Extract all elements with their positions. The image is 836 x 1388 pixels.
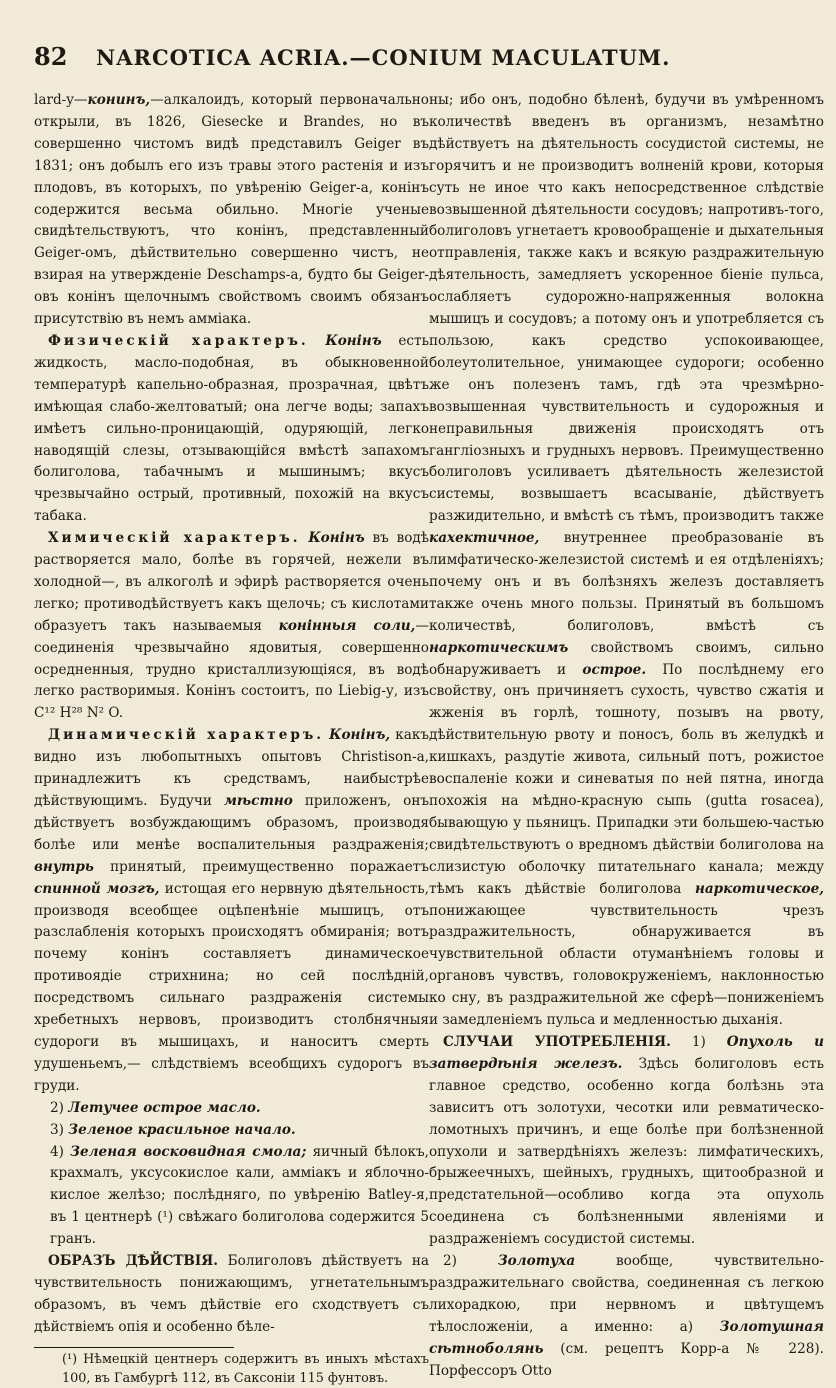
case-scrofula: 2) Золотуха вообще, чувствительно-раздражительнаго свойства, соединенная съ легкою лихорадкою, при нервномъ и цвѣтущемъ тѣлосложеніи, а именно: а) Золотушная сѣтноболянь (см. рецептъ Корр-а № 228). Порфессоръ Otto [429, 1253, 824, 1379]
mode-of-action: ОБРАЗЪ ДѢЙСТВІЯ. Болиголовъ дѣйствуетъ на чувствительность понижающимъ, угнетательнымъ образомъ, въ чемъ дѣйствіе его сходствуетъ съ дѣйствіемъ опія и особенно бѣле- [34, 1253, 429, 1335]
dynamic-character: Динамическій характеръ. Конінъ, какъ видно изъ любопытныхъ опытовъ Christison-а, принадлежитъ къ средствамъ, наибыстрѣе дѣйствующимъ. Будучи мѣстно приложенъ, онъ дѣйствуетъ возбуждающимъ образомъ, производя болѣе или менѣе воспалительныя раздраженія; внутрь принятый, преимущественно поражаетъ спинной мозгъ, истощая его нервную дѣятельность, производя всеобщее оцѣпенѣніе мышицъ, отъ разслабленія которыхъ происходятъ обмиранія; вотъ почему конінъ составляетъ динамическое противоядіе стрихнина; но сей послѣдній, посредствомъ сильнаго раздраженія системы хребетныхъ нервовъ, производитъ столбнячныя судороги въ мышицахъ, и наноситъ смерть удушеньемъ,— слѣдствіемъ всеобщихъ судорогъ въ груди. [34, 727, 429, 1094]
running-head [34, 42, 824, 78]
physical-character: Физическій характеръ. Конінъ есть жидкость, масло-подобная, въ обыкновенной температурѣ капельно-образная, прозрачная, цвѣтъ имѣющая слабо-желтоватый; она легче воды; запахъ имѣетъ сильно-проницающій, одуряющій, легко наводящій слезы, отзывающійся вмѣстѣ запахомъ болиголова, табачнымъ и мышинымъ; вкусъ чрезвычайно острый, противный, похожій на вкусъ табака. [34, 332, 429, 525]
list-item: 3) Зеленое красильное начало. [50, 1121, 296, 1138]
right-column [429, 90, 824, 1388]
left-column [34, 90, 429, 1388]
paragraph: ны; ибо онъ, подобно бѣленѣ, будучи въ умѣренномъ количествѣ введенъ въ организмъ, незамѣтно дѣйствуетъ на дѣятельность сосудистой системы, не горячитъ и не производитъ волненій крови, которыя суть не иное что какъ непосредственное слѣдствіе возвышенной дѣятельности сосудовъ; напротивъ-того, болиголовъ угнетаетъ кровообращеніе и дыхательныя отправленія, также какъ и всякую раздражительную дѣятельность, замедляетъ ускоренное біеніе пульса, ослабляетъ судорожно-напряженныя волокна мышицъ и сосудовъ; а потому онъ и употребляется съ пользою, какъ средство успокоивающее, болеутолительное, унимающее судороги; особенно же онъ полезенъ тамъ, гдѣ эта чрезмѣрно-возвышенная чувствительность и судорожныя и неправильныя движенія происходятъ отъ гангліозныхъ и грудныхъ нервовъ. Преимущественно болиголовъ усиливаетъ дѣятельность железистой системы, возвышаетъ всасываніе, дѣйствуетъ разжидительно, и вмѣстѣ съ тѣмъ, производитъ также кахектичное, внутреннее преобразованіе въ лимфатическо-железистой системѣ и ея отдѣленіяхъ; почему онъ и въ болѣзняхъ железъ доставляетъ также очень много пользы. Принятый въ большомъ количествѣ, болиголовъ, вмѣстѣ съ наркотическимъ свойствомъ своимъ, сильно обнаруживаетъ и острое. По послѣднему его свойству, онъ причиняетъ сухость, чувство сжатія и жженія въ горлѣ, тошноту, позывъ на рвоту, дѣйствительную рвоту и поносъ, боль въ желудкѣ и кишкахъ, раздутіе живота, сильный потъ, рожистое воспаленіе кожи и синеватыя по ней пятна, иногда похожія на мѣдно-красную сыпь (gutta rosacea), бывающую у пьяницъ. Припадки эти большею-частью свидѣтельствуютъ о вредномъ дѣйствіи болиголова на слизистую оболочку питательнаго канала; между тѣмъ какъ дѣйствіе болиголова наркотическое, понижающее чувствительность чрезъ раздражительность, обнаруживается въ чувствительной области отуманѣніемъ головы и органовъ чувствъ, головокруженіемъ, наклонностью ко сну, въ раздражительной же сферѣ—пониженіемъ и замедленіемъ пульса и медленностью дыханія. [429, 92, 824, 1029]
cases-of-use: СЛУЧАИ УПОТРЕБЛЕНІЯ. 1) Опухоль и затвердѣнія железъ. Здѣсь болиголовъ есть главное средство, особенно когда болѣзнь эта зависитъ отъ золотухи, чесотки или ревматическо-ломотныхъ причинъ, и еще болѣе при болѣзненной опухоли и затвердѣніяхъ железъ: лимфатическихъ, брыжеечныхъ, шейныхъ, грудныхъ, щитообразной и предстательной—особливо когда эта опухоль соединена съ болѣзненными явленіями и раздраженіемъ сосудистой системы. [429, 1033, 824, 1248]
text-columns [34, 90, 824, 1388]
list-item: 2) Летучее острое масло. [50, 1099, 261, 1116]
page-number: 82 [34, 42, 68, 71]
paragraph: lard-y—конинъ,—алкалоидъ, который первоначально открыли, въ 1826, Giesecke и Brandes, но въ совершенно чистомъ видѣ представилъ Geiger въ 1831; онъ добылъ его изъ травы этого растенія и изъ плодовъ, въ которыхъ, по увѣренію Geiger-а, конінъ содержится весьма обильно. Многіе ученые свидѣтельствуютъ, что конінъ, представленный Geiger-омъ, дѣйствительно совершенно чистъ, не взирая на утвержденіе Deschamps-а, будто бы Geiger-овъ конінъ щелочнымъ свойствомъ своимъ обязанъ присутствію въ немъ аммiака. [34, 92, 429, 328]
list-item: 4) Зеленая восковидная смола; яичный бѣлокъ, крахмалъ, уксусокислое кали, аммiакъ и яблочно-кислое желѣзо; послѣдняго, по увѣренію Batley-я, въ 1 центнерѣ (¹) свѣжаго болиголова содержится 5 гранъ. [50, 1143, 429, 1248]
footnote-rule [34, 1347, 234, 1348]
footnote: (¹) Нѣмецкій центнеръ содержитъ въ иныхъ мѣстахъ 100, въ Гамбургѣ 112, въ Саксоніи 115 фунтовъ. [62, 1351, 429, 1386]
header-title: NARCOTICA ACRIA.—CONIUM MACULATUM. [96, 45, 671, 70]
chemical-character: Химическій характеръ. Конінъ въ водѣ растворяется мало, болѣе въ горячей, нежели въ холодной—, въ алкоголѣ и эфирѣ растворяется очень легко; противодѣйствуетъ какъ щелочь; съ кислотами образуетъ такъ называемыя конінныя соли,—соединенія чрезвычайно ядовитыя, совершенно осредненныя, трудно кристаллизующіяся, въ водѣ легко растворимыя. Конінъ состоитъ, по Liebig-у, изъ C¹² H²⁸ N² O. [34, 530, 429, 722]
